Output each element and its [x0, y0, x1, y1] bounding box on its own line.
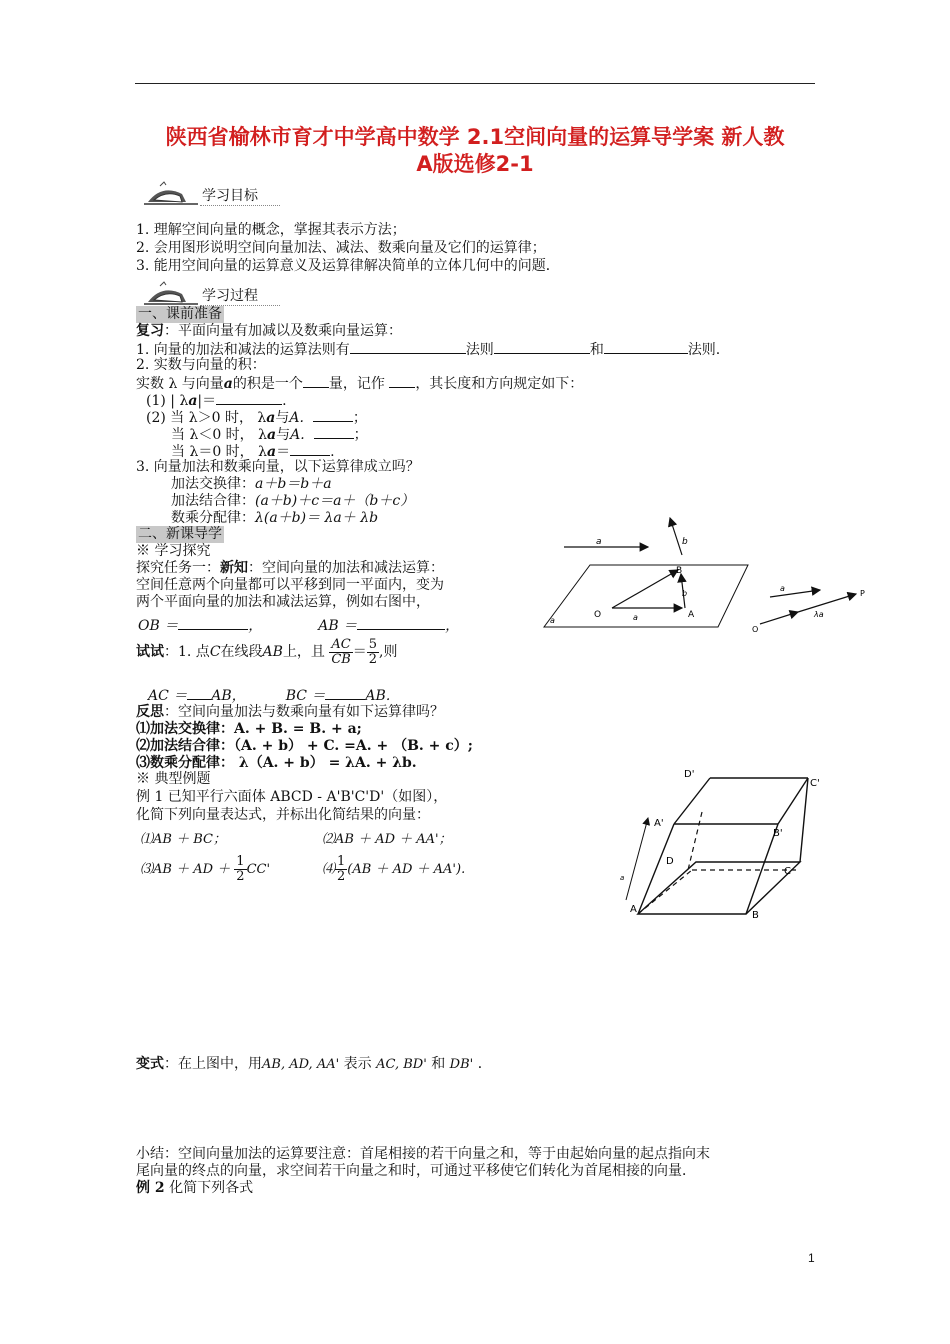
vertex-c-label: C	[784, 866, 791, 877]
answer-blank[interactable]	[313, 408, 353, 422]
q2-item-4: 当 λ＝0 时， λa＝ .	[171, 444, 335, 460]
reflect-text: ：空间向量加法与数乘向量有如下运算律吗？	[164, 704, 444, 720]
summary-line: 尾向量的终点的向量，求空间若干向量之和时，可通过平移使它们转化为首尾相接的向量．	[136, 1163, 696, 1179]
vector-a: a	[266, 410, 276, 426]
fraction-5-2	[367, 638, 379, 667]
comma: ，	[445, 618, 460, 634]
answer-blank[interactable]	[494, 340, 590, 354]
vector-a-label: a	[596, 537, 602, 547]
q2-item-text: 与	[276, 427, 291, 443]
ex1-item-text: ⑶AB ＋ AD ＋	[140, 862, 231, 877]
law-expr: a＋b＝b＋a	[255, 476, 332, 492]
answer-blank[interactable]	[350, 340, 466, 354]
fraction-denominator: CB	[331, 652, 351, 667]
fraction-denominator: 2	[368, 652, 378, 667]
vector-a: a	[267, 427, 277, 443]
answer-blank[interactable]	[389, 374, 415, 388]
lambda-a-label: λa	[814, 610, 824, 619]
task-1	[136, 560, 444, 577]
book-icon	[140, 280, 200, 308]
vertex-b-prime-label: B'	[773, 828, 783, 839]
parallelepiped-edges	[638, 778, 808, 914]
vector-b-label: b	[682, 537, 688, 547]
point-o-label: O	[752, 625, 759, 634]
question-2: 2. 实数与向量的积：	[136, 357, 266, 373]
task-1-text: 探究任务一：	[136, 560, 220, 576]
ex1-item-3	[140, 855, 270, 895]
parallelepiped-figure	[610, 770, 830, 925]
q2-item-text: (2) 当 λ＞0 时， λ	[146, 410, 267, 426]
process-header-label: 学习过程	[202, 288, 258, 304]
comma: ，	[248, 618, 263, 634]
ex1-item-text: ⑷	[322, 862, 336, 877]
answer-blank[interactable]	[303, 374, 329, 388]
q2-item-3: 当 λ＜0 时， λa与A. ；	[171, 427, 368, 443]
reflect-label: 反思	[136, 704, 164, 720]
q2-item-text: A.	[290, 427, 305, 443]
vertex-a-label: A	[630, 904, 637, 915]
law-expr: (a＋b)＋c＝a＋（b＋c）	[255, 493, 415, 509]
bc-label: BC ＝	[285, 688, 326, 704]
q2-item-text: 当 λ＝0 时， λ	[171, 444, 268, 460]
task-1-line: 空间任意两个向量都可以平移到同一平面内，变为	[136, 577, 444, 593]
variant-line	[136, 1056, 492, 1073]
q2-item-2: (2) 当 λ＞0 时， λa与A. ；	[146, 410, 367, 426]
vector-lambda-a-arrow	[798, 594, 856, 612]
ex1-item-2: ⑵AB ＋ AD ＋ AA'；	[322, 832, 452, 847]
variant-text: ：在上图中，用	[164, 1056, 262, 1072]
law-label: 加法交换律：	[171, 476, 255, 492]
fraction-numerator: AC	[331, 637, 351, 652]
section-1-heading: 一、课前准备	[138, 306, 222, 322]
point-c: C	[209, 644, 221, 660]
q2-item-text: |＝	[197, 393, 217, 409]
goals-header-label: 学习目标	[202, 188, 258, 204]
try-line	[136, 638, 397, 678]
vector-a-label: a	[620, 874, 625, 882]
fraction-numerator: 1	[236, 854, 245, 869]
example-2-label: 例 2	[136, 1180, 165, 1196]
q2-item-text: ＝	[276, 444, 291, 460]
fraction-numerator: 5	[368, 637, 378, 652]
law-1	[171, 476, 332, 493]
fraction-numerator: 1	[337, 854, 346, 869]
q1-text: 和	[589, 342, 604, 358]
fraction-ac-cb	[329, 638, 352, 667]
vector-oa-small-arrow	[760, 612, 798, 624]
q1-text: 法则	[465, 342, 494, 358]
q2-item-text: 当 λ＜0 时， λ	[171, 427, 268, 443]
task-1-line: 两个平面向量的加法和减法运算，例如右图中，	[136, 594, 430, 610]
reflect-law-3: ⑶数乘分配律： λ（A. + b） = λA. + λb.	[136, 755, 417, 771]
q2-item-text: A.	[289, 410, 304, 426]
goals-header-underline	[200, 205, 280, 206]
answer-blank[interactable]	[178, 616, 248, 630]
law-3	[171, 510, 378, 527]
try-equation	[148, 686, 400, 705]
ac-label: AC ＝	[148, 688, 188, 704]
summary-line: 小结：空间向量加法的运算要注意：首尾相接的若干向量之和，等于由起始向量的起点指向末	[136, 1146, 710, 1162]
task-1-text: ：空间向量的加法和减法运算：	[248, 560, 444, 576]
segment-ab: AB	[262, 644, 283, 660]
goals-section-header	[140, 180, 290, 208]
try-text: 上，且	[282, 644, 325, 660]
law-label: 数乘分配律：	[171, 510, 255, 526]
answer-blank[interactable]	[325, 686, 365, 700]
answer-blank[interactable]	[187, 686, 211, 700]
law-expr: λ(a＋b)＝ λa＋ λb	[255, 510, 379, 526]
page-number: 1	[808, 1251, 815, 1265]
goal-2: 2. 会用图形说明空间向量加法、减法、数乘向量及它们的运算律；	[136, 240, 546, 256]
answer-blank[interactable]	[216, 391, 282, 405]
vector-a-copy-arrow	[770, 590, 820, 597]
reflect-law-2: ⑵加法结合律：（A. + b） + C. =A. + （B. + c）;	[136, 738, 473, 754]
answer-blank[interactable]	[290, 442, 330, 456]
ex1-item-text: CC'	[246, 862, 271, 877]
vector-a: a	[267, 444, 277, 460]
vertex-a-prime-label: A'	[654, 818, 664, 829]
ex1-item-text: (AB ＋ AD ＋ AA').	[347, 862, 466, 877]
review-label: 复习	[136, 323, 164, 339]
header-rule	[135, 83, 815, 84]
fraction-denominator: 2	[337, 869, 346, 884]
vector-a-label: a	[780, 584, 785, 593]
vertex-c-prime-label: C'	[810, 778, 820, 789]
book-icon	[140, 180, 200, 208]
fraction-denominator: 2	[236, 869, 245, 884]
answer-blank[interactable]	[314, 425, 354, 439]
goal-3: 3. 能用空间向量的运算意义及运算律解决简单的立体几何中的问题．	[136, 258, 560, 274]
try-text: 在线段	[220, 644, 263, 660]
vector-a-label: a	[633, 613, 638, 622]
vertex-d-label: D	[666, 856, 674, 867]
ob-label: OB ＝	[138, 618, 179, 634]
fraction-1-2	[335, 855, 347, 884]
answer-blank[interactable]	[604, 340, 688, 354]
example-1-line: 化简下列向量表达式，并标出化简结果的向量：	[136, 807, 430, 823]
goal-1: 1. 理解空间向量的概念，掌握其表示方法；	[136, 222, 406, 238]
law-2	[171, 493, 414, 510]
task-1-keyword: 新知	[220, 560, 248, 576]
vector-a: a	[223, 376, 233, 392]
variant-vectors: AC, BD'	[376, 1057, 427, 1072]
variant-vectors: AB, AD, AA'	[262, 1057, 340, 1072]
equals: ＝	[352, 644, 367, 660]
ex1-item-4	[322, 855, 465, 895]
q2-item-text: 与	[275, 410, 290, 426]
vertex-d-prime-label: D'	[684, 770, 695, 780]
vector-b-arrow	[670, 518, 682, 555]
example-1-line: 例 1 已知平行六面体 ABCD - A'B'C'D'（如图），	[136, 789, 448, 805]
variant-vectors: DB'	[449, 1057, 474, 1072]
q2-text: 的积是一个	[232, 376, 303, 392]
q1-text: 1. 向量的加法和减法的运算法则有	[136, 342, 350, 358]
fraction-1-2	[234, 855, 246, 884]
vector-ob-arrow	[612, 570, 678, 608]
process-section-header	[140, 280, 290, 308]
explore-header: ※ 学习探究	[136, 543, 211, 559]
vector-a-arrow	[626, 818, 648, 900]
try-text: ,则	[379, 644, 398, 660]
variant-text: 表示	[343, 1056, 372, 1072]
vector-b-label: b	[682, 589, 688, 598]
variant-text: 和	[431, 1056, 446, 1072]
point-p-label: P	[860, 589, 865, 598]
q2-text: 实数 λ 与向量	[136, 376, 224, 392]
try-text: ：1. 点	[164, 644, 210, 660]
reflect-line	[136, 704, 444, 721]
review-line	[136, 323, 402, 340]
answer-blank[interactable]	[357, 616, 445, 630]
point-b-label: B	[676, 566, 683, 576]
review-text: ：平面向量有加减以及数乘向量运算：	[164, 323, 402, 339]
point-o-label: O	[594, 610, 602, 620]
document-title-line2: A版选修2-1	[416, 152, 534, 176]
ob-equation	[138, 616, 459, 635]
example-2-line	[136, 1180, 253, 1197]
plane-outline	[544, 565, 748, 627]
point-a-label: A	[688, 610, 695, 620]
ex1-item-1: ⑴AB ＋ BC；	[140, 832, 226, 847]
vector-a: a	[188, 393, 198, 409]
question-3: 3. 向量加法和数乘向量，以下运算律成立吗？	[136, 459, 420, 475]
vector-plane-figure	[530, 510, 880, 640]
q1-text: 法则.	[687, 342, 721, 358]
try-label: 试试	[136, 644, 164, 660]
q2-text: ，其长度和方向规定如下：	[415, 376, 584, 392]
variant-text: ．	[477, 1056, 492, 1072]
ab-label: AB ＝	[318, 618, 358, 634]
variant-label: 变式	[136, 1056, 164, 1072]
example-2-text: 化简下列各式	[169, 1180, 254, 1196]
ab-label: AB．	[365, 688, 400, 704]
section-2-heading: 二、新课导学	[138, 526, 222, 542]
q2-item-text: (1) | λ	[146, 393, 189, 409]
q2-text: 量，记作	[328, 376, 385, 392]
q2-item-1: (1) | λa|＝ .	[146, 393, 287, 409]
document-title-line1: 陕西省榆林市育才中学高中数学 2.1空间向量的运算导学案 新人教	[165, 125, 785, 149]
reflect-law-1: ⑴加法交换律：A. + B. = B. + a;	[136, 721, 362, 737]
vertex-b-label: B	[752, 910, 759, 921]
ab-label: AB，	[211, 688, 246, 704]
plane-label: a	[550, 616, 555, 625]
examples-header: ※ 典型例题	[136, 771, 211, 787]
law-label: 加法结合律：	[171, 493, 255, 509]
